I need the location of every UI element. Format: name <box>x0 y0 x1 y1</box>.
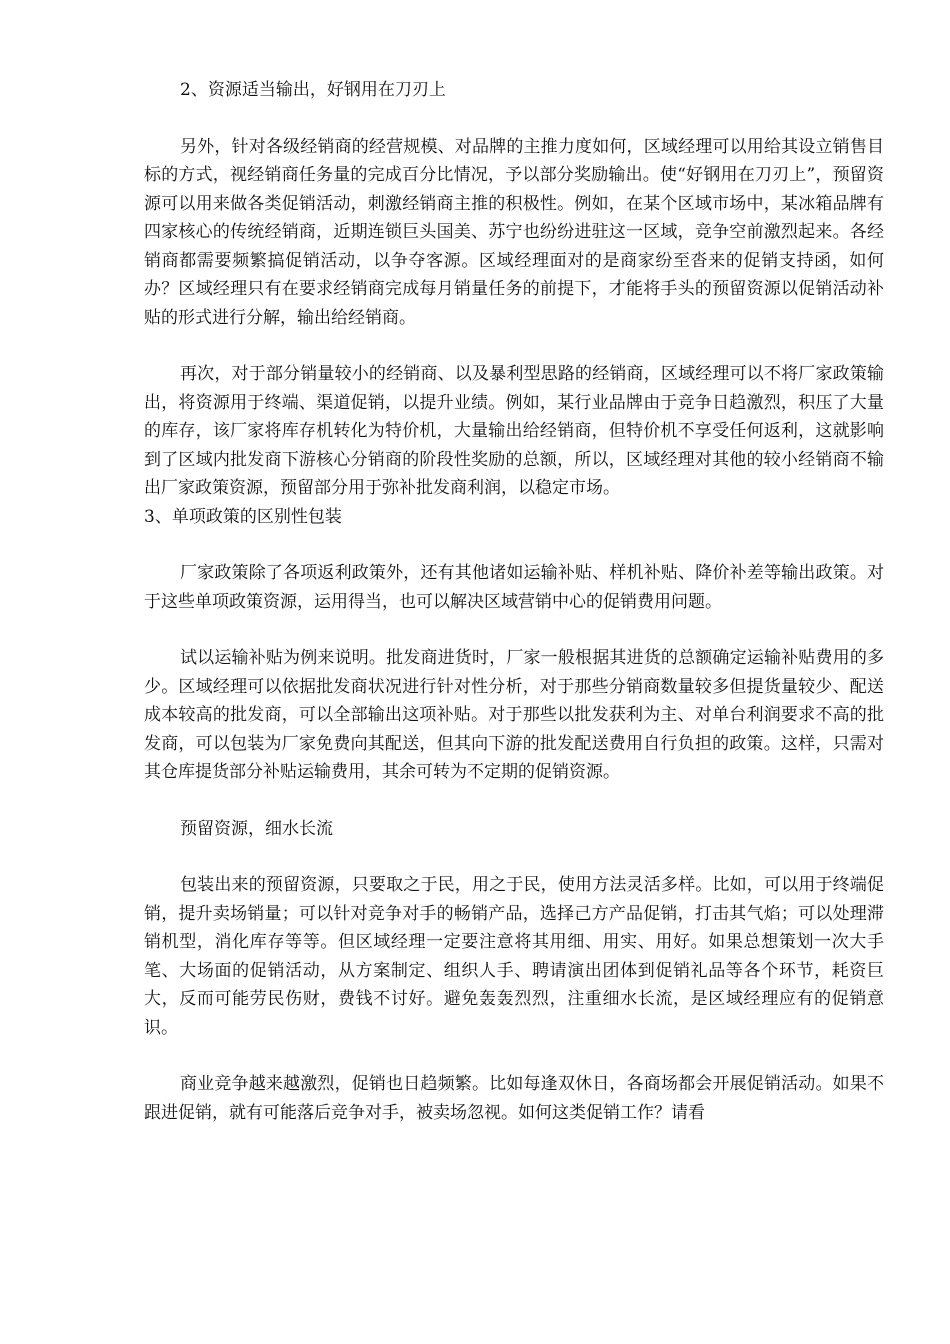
paragraph-gap <box>144 1042 884 1070</box>
section-heading-2: 2、资源适当输出，好钢用在刀刃上 <box>180 80 446 100</box>
paragraph-4: 试以运输补贴为例来说明。批发商进货时，厂家一般根据其进货的总额确定运输补贴费用的多少。区域经理可以依据批发商状况进行针对性分析，对于那些分销商数量较多但提货量较少、配送成本较高的批发商，可以全部输出这项补贴。对于那些以批发获利为主、对单台利润要求不高的批发商，可以包装为厂家免费向其配送，但其向下游的批发配送费用自行负担的政策。这样，只需对其仓库提货部分补贴运输费用，其余可转为不定期的促销资源。 <box>144 648 884 782</box>
paragraph-5: 包装出来的预留资源，只要取之于民，用之于民，使用方法灵活多样。比如，可以用于终端促销，提升卖场销量；可以针对竞争对手的畅销产品，选择己方产品促销，打击其气焰；可以处理滞销机型，消化库存等等。但区域经理一定要注意将其用细、用实、用好。如果总想策划一次大手笔、大场面的促销活动，从方案制定、组织人手、聘请演出团体到促销礼品等各个环节，耗资巨大，反而可能劳民伤财，费钱不讨好。避免轰轰烈烈，注重细水长流，是区域经理应有的促销意识。 <box>144 875 884 1038</box>
section-heading-reserve: 预留资源，细水长流 <box>180 818 333 839</box>
section-heading-3: 3、单项政策的区别性包装 <box>144 506 342 527</box>
paragraph-2: 再次，对于部分销量较小的经销商、以及暴利型思路的经销商，区域经理可以不将厂家政策输出，将资源用于终端、渠道促销，以提升业绩。例如，某行业品牌由于竞争日趋激烈，积压了大量的库存，该厂家将库存机转化为特价机，大量输出给经销商，但特价机不享受任何返利，这就影响到了区域内批发商下游核心分销商的阶段性奖励的总额，所以，区域经理对其他的较小经销商不输出厂家政策资源，预留部分用于弥补批发商利润，以稳定市场。 <box>144 364 884 498</box>
paragraph-6: 商业竞争越来越激烈，促销也日趋频繁。比如每逢双休日，各商场都会开展促销活动。如果不跟进促销，就有可能落后竞争对手，被卖场忽视。如何这类促销工作？请看 <box>144 1074 884 1123</box>
paragraph-gap <box>144 105 884 133</box>
paragraph-3: 厂家政策除了各项返利政策外，还有其他诸如运输补贴、样机补贴、降价补差等输出政策。对于这些单项政策资源，运用得当，也可以解决区域营销中心的促销费用问题。 <box>144 563 884 612</box>
paragraph-gap <box>144 531 884 559</box>
paragraph-gap <box>144 616 884 644</box>
paragraph-gap <box>144 843 884 871</box>
paragraph-gap <box>144 787 884 815</box>
document-body <box>144 76 884 1127</box>
paragraph-gap <box>144 332 884 360</box>
paragraph-1: 另外，针对各级经销商的经营规模、对品牌的主推力度如何，区域经理可以用给其设立销售目标的方式，视经销商任务量的完成百分比情况，予以部分奖励输出。使“好钢用在刀刃上”，预留资源可以用来做各类促销活动，刺激经销商主推的积极性。例如，在某个区域市场中，某冰箱品牌有四家核心的传统经销商，近期连锁巨头国美、苏宁也纷纷进驻这一区域，竞争空前激烈起来。各经销商都需要频繁搞促销活动，以争夺客源。区域经理面对的是商家纷至沓来的促销支持函，如何办？区域经理只有在要求经销商完成每月销量任务的前提下，才能将手头的预留资源以促销活动补贴的形式进行分解，输出给经销商。 <box>144 136 884 328</box>
